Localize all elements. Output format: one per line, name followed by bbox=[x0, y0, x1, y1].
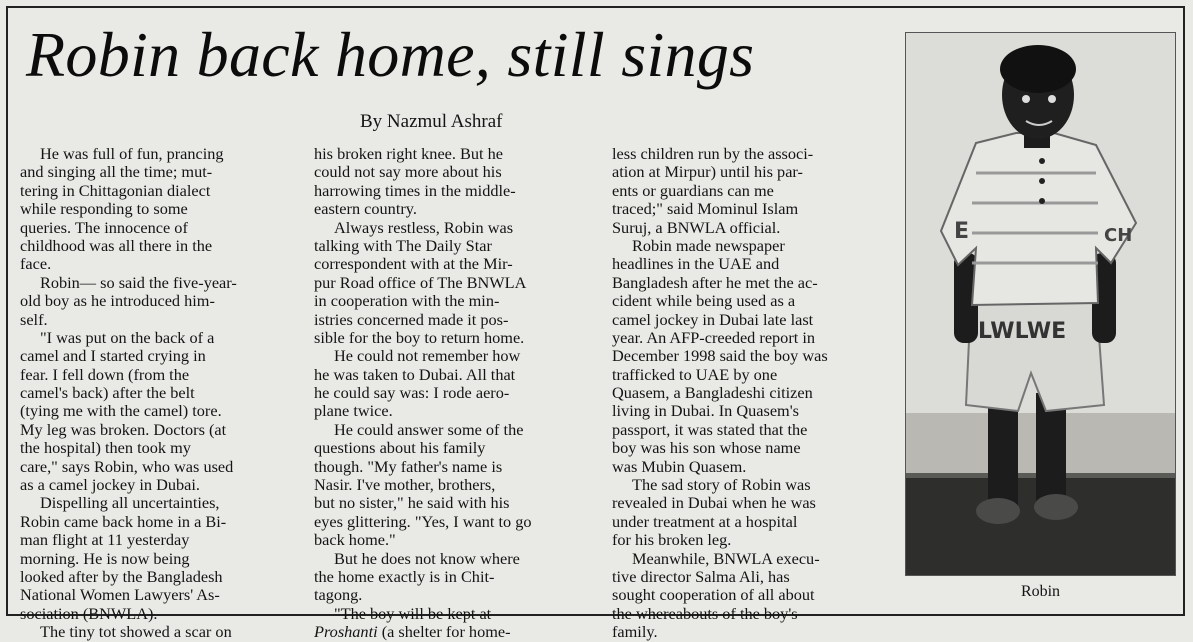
article-line: under treatment at a hospital bbox=[612, 512, 798, 531]
article-column-1 bbox=[20, 145, 292, 642]
article-line: Robin— so said the five-year- bbox=[40, 273, 237, 292]
article-line: old boy as he introduced him- bbox=[20, 292, 215, 311]
article-line: He could answer some of the bbox=[334, 420, 524, 439]
article-line: as a camel jockey in Dubai. bbox=[20, 476, 200, 495]
article-line: headlines in the UAE and bbox=[612, 255, 780, 274]
article-line: pur Road office of The BNWLA bbox=[314, 273, 527, 292]
article-line: fear. I fell down (from the bbox=[20, 365, 190, 384]
article-line: The tiny tot showed a scar on bbox=[40, 623, 232, 642]
photo-caption: Robin bbox=[1020, 583, 1061, 600]
article-line: face. bbox=[20, 255, 52, 274]
article-line: Meanwhile, BNWLA execu- bbox=[632, 549, 820, 568]
article-line: Robin made newspaper bbox=[632, 236, 785, 255]
article-line: National Women Lawyers' As- bbox=[20, 586, 220, 605]
article-line: back home." bbox=[314, 531, 396, 550]
article-line: Nasir. I've mother, brothers, bbox=[314, 476, 496, 495]
article-line: sible for the boy to return home. bbox=[314, 328, 525, 347]
article-line: childhood was all there in the bbox=[20, 236, 213, 255]
article-line: camel's back) after the belt bbox=[20, 384, 195, 403]
article-line: revealed in Dubai when he was bbox=[612, 494, 816, 513]
article-line: tering in Chittagonian dialect bbox=[20, 181, 211, 200]
article-line: camel jockey in Dubai late last bbox=[612, 310, 814, 329]
article-line: self. bbox=[20, 310, 48, 329]
article-line: eastern country. bbox=[314, 200, 417, 219]
article-line: ation at Mirpur) until his par- bbox=[612, 163, 803, 182]
article-line: Always restless, Robin was bbox=[334, 218, 514, 237]
article-line: passport, it was stated that the bbox=[612, 420, 808, 439]
article-line: trafficked to UAE by one bbox=[612, 365, 778, 384]
article-line: boy was his son whose name bbox=[612, 439, 801, 458]
article-line: the whereabouts of the boy's bbox=[612, 604, 798, 623]
article-line: (tying me with the camel) tore. bbox=[20, 402, 222, 421]
headline: Robin back home, still sings bbox=[26, 19, 755, 90]
article-line: for his broken leg. bbox=[612, 531, 732, 550]
shirt-text-left: E bbox=[954, 219, 970, 244]
article-line: living in Dubai. In Quasem's bbox=[612, 402, 799, 421]
shorts-text: LWLWE bbox=[978, 319, 1067, 344]
article-line: though. "My father's name is bbox=[314, 457, 503, 476]
article-line: The sad story of Robin was bbox=[632, 476, 811, 495]
article-line: the home exactly is in Chit- bbox=[314, 567, 495, 586]
article-line: Proshanti (a shelter for home- bbox=[314, 623, 511, 642]
article-line: istries concerned made it pos- bbox=[314, 310, 509, 329]
article-line: morning. He is now being bbox=[20, 549, 190, 568]
article-line: care," says Robin, who was used bbox=[20, 457, 234, 476]
article-line: tagong. bbox=[314, 586, 363, 605]
article-line: "The boy will be kept at bbox=[334, 604, 492, 623]
article-line: But he does not know where bbox=[334, 549, 520, 568]
article-line: less children run by the associ- bbox=[612, 145, 814, 163]
article-line: ents or guardians can me bbox=[612, 181, 774, 200]
article-line: Suruj, a BNWLA official. bbox=[612, 218, 781, 237]
article-line: "I was put on the back of a bbox=[40, 328, 215, 347]
article-line: Quasem, a Bangladeshi citizen bbox=[612, 384, 813, 403]
article-line: sought cooperation of all about bbox=[612, 586, 815, 605]
article-line: could not say more about his bbox=[314, 163, 502, 182]
article-line: correspondent with at the Mir- bbox=[314, 255, 513, 274]
article-line: while responding to some bbox=[20, 200, 188, 219]
article-line: man flight at 11 yesterday bbox=[20, 531, 190, 550]
article-line: queries. The innocence of bbox=[20, 218, 188, 237]
article-line: family. bbox=[612, 623, 658, 642]
article-line: sociation (BNWLA). bbox=[20, 604, 158, 623]
article-line: plane twice. bbox=[314, 402, 393, 421]
article-line: was Mubin Quasem. bbox=[612, 457, 747, 476]
article-line: talking with The Daily Star bbox=[314, 236, 492, 255]
article-line: He was full of fun, prancing bbox=[40, 145, 224, 163]
article-column-2 bbox=[314, 145, 586, 642]
article-line: Dispelling all uncertainties, bbox=[40, 494, 220, 513]
article-line: year. An AFP-creeded report in bbox=[612, 328, 816, 347]
article-line: cident while being used as a bbox=[612, 292, 796, 311]
article-line: He could not remember how bbox=[334, 347, 521, 366]
article-line: in cooperation with the min- bbox=[314, 292, 500, 311]
article-line: traced;" said Mominul Islam bbox=[612, 200, 799, 219]
article-line: but no sister," he said with his bbox=[314, 494, 510, 513]
article-line: his broken right knee. But he bbox=[314, 145, 504, 163]
article-line: the hospital) then took my bbox=[20, 439, 191, 458]
article-line: and singing all the time; mut- bbox=[20, 163, 213, 182]
article-line: he was taken to Dubai. All that bbox=[314, 365, 516, 384]
article-line: My leg was broken. Doctors (at bbox=[20, 420, 227, 439]
article-line: camel and I started crying in bbox=[20, 347, 206, 366]
article-line: he could say was: I rode aero- bbox=[314, 384, 510, 403]
article-line: questions about his family bbox=[314, 439, 486, 458]
article-line: Bangladesh after he met the ac- bbox=[612, 273, 818, 292]
article-column-3 bbox=[612, 145, 884, 642]
boy-illustration bbox=[906, 33, 1176, 576]
boy-photo bbox=[905, 32, 1176, 576]
article-line: December 1998 said the boy was bbox=[612, 347, 828, 366]
article-line: harrowing times in the middle- bbox=[314, 181, 516, 200]
article-line: tive director Salma Ali, has bbox=[612, 567, 790, 586]
article-line: Robin came back home in a Bi- bbox=[20, 512, 227, 531]
article-line: looked after by the Bangladesh bbox=[20, 567, 223, 586]
shirt-text-right: CH bbox=[1104, 225, 1133, 246]
article-line: eyes glittering. "Yes, I want to go bbox=[314, 512, 532, 531]
byline: By Nazmul Ashraf bbox=[360, 111, 503, 132]
